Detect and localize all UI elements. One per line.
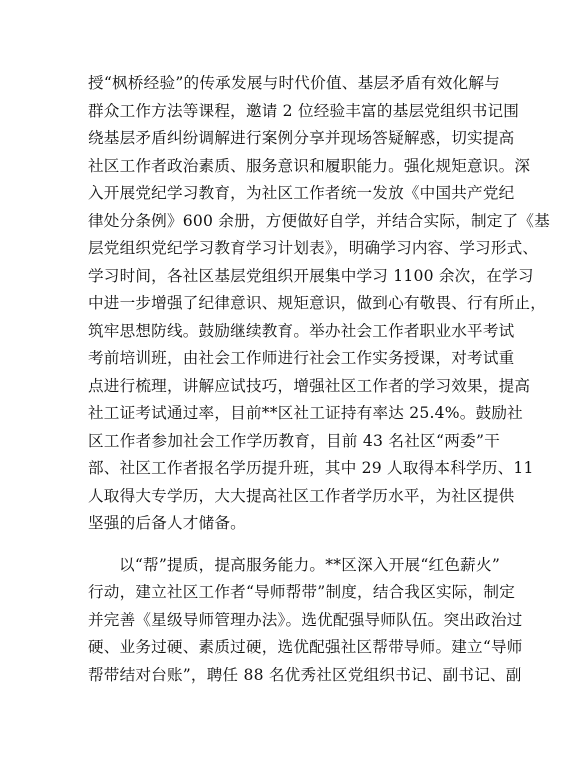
text-line: 社区工作者政治素质、服务意识和履职能力。强化规矩意识。深 bbox=[88, 156, 531, 175]
text-line: 律处分条例》600 余册，方便做好自学，并结合实际，制定了《基 bbox=[88, 211, 550, 230]
paragraph-1 bbox=[88, 70, 550, 538]
text-line: 以“帮”提质，提高服务能力。**区深入开展“红色薪火” bbox=[119, 555, 500, 574]
text-line: 帮带结对台账”，聘任 88 名优秀社区党组织书记、副书记、副 bbox=[88, 665, 522, 684]
text-line: 行动，建立社区工作者“导师帮带”制度，结合我区实际，制定 bbox=[88, 583, 515, 601]
text-line: 人取得大专学历，大大提高社区工作者学历水平，为社区提供 bbox=[88, 486, 515, 505]
text-line: 层党组织党纪学习教育学习计划表》，明确学习内容、学习形式、 bbox=[88, 239, 539, 257]
body-text bbox=[88, 70, 550, 689]
text-line: 中进一步增强了纪律意识、规矩意识，做到心有敬畏、行有所止， bbox=[88, 294, 547, 312]
paragraph-2 bbox=[88, 552, 523, 690]
text-line: 入开展党纪学习教育，为社区工作者统一发放《中国共产党纪 bbox=[88, 184, 515, 202]
text-line: 授“枫桥经验”的传承发展与时代价值、基层矛盾有效化解与 bbox=[88, 74, 500, 92]
text-line: 坚强的后备人才储备。 bbox=[88, 514, 246, 532]
text-line: 筑牢思想防线。鼓励继续教育。举办社会工作者职业水平考试 bbox=[88, 321, 515, 340]
paragraph-gap bbox=[88, 538, 500, 552]
text-line: 部、社区工作者报名学历提升班，其中 29 人取得本科学历、11 bbox=[88, 459, 534, 477]
text-line: 点进行梳理，讲解应试技巧，增强社区工作者的学习效果，提高 bbox=[88, 376, 531, 395]
text-line: 群众工作方法等课程，邀请 2 位经验丰富的基层党组织书记围 bbox=[88, 101, 520, 120]
text-line: 考前培训班，由社会工作师进行社会工作实务授课，对考试重 bbox=[88, 349, 515, 367]
text-line: 区工作者参加社会工作学历教育，目前 43 名社区“两委”干 bbox=[88, 431, 500, 450]
text-line: 学习时间，各社区基层党组织开展集中学习 1100 余次，在学习 bbox=[88, 266, 534, 285]
text-line: 并完善《星级导师管理办法》。选优配强导师队伍。突出政治过 bbox=[88, 610, 523, 629]
text-line: 社工证考试通过率，目前**区社工证持有率达 25.4%。鼓励社 bbox=[88, 404, 523, 422]
text-line: 绕基层矛盾纠纷调解进行案例分享并现场答疑解惑，切实提高 bbox=[88, 129, 515, 147]
text-line: 硬、业务过硬、素质过硬，选优配强社区帮带导师。建立“导师 bbox=[88, 638, 523, 656]
